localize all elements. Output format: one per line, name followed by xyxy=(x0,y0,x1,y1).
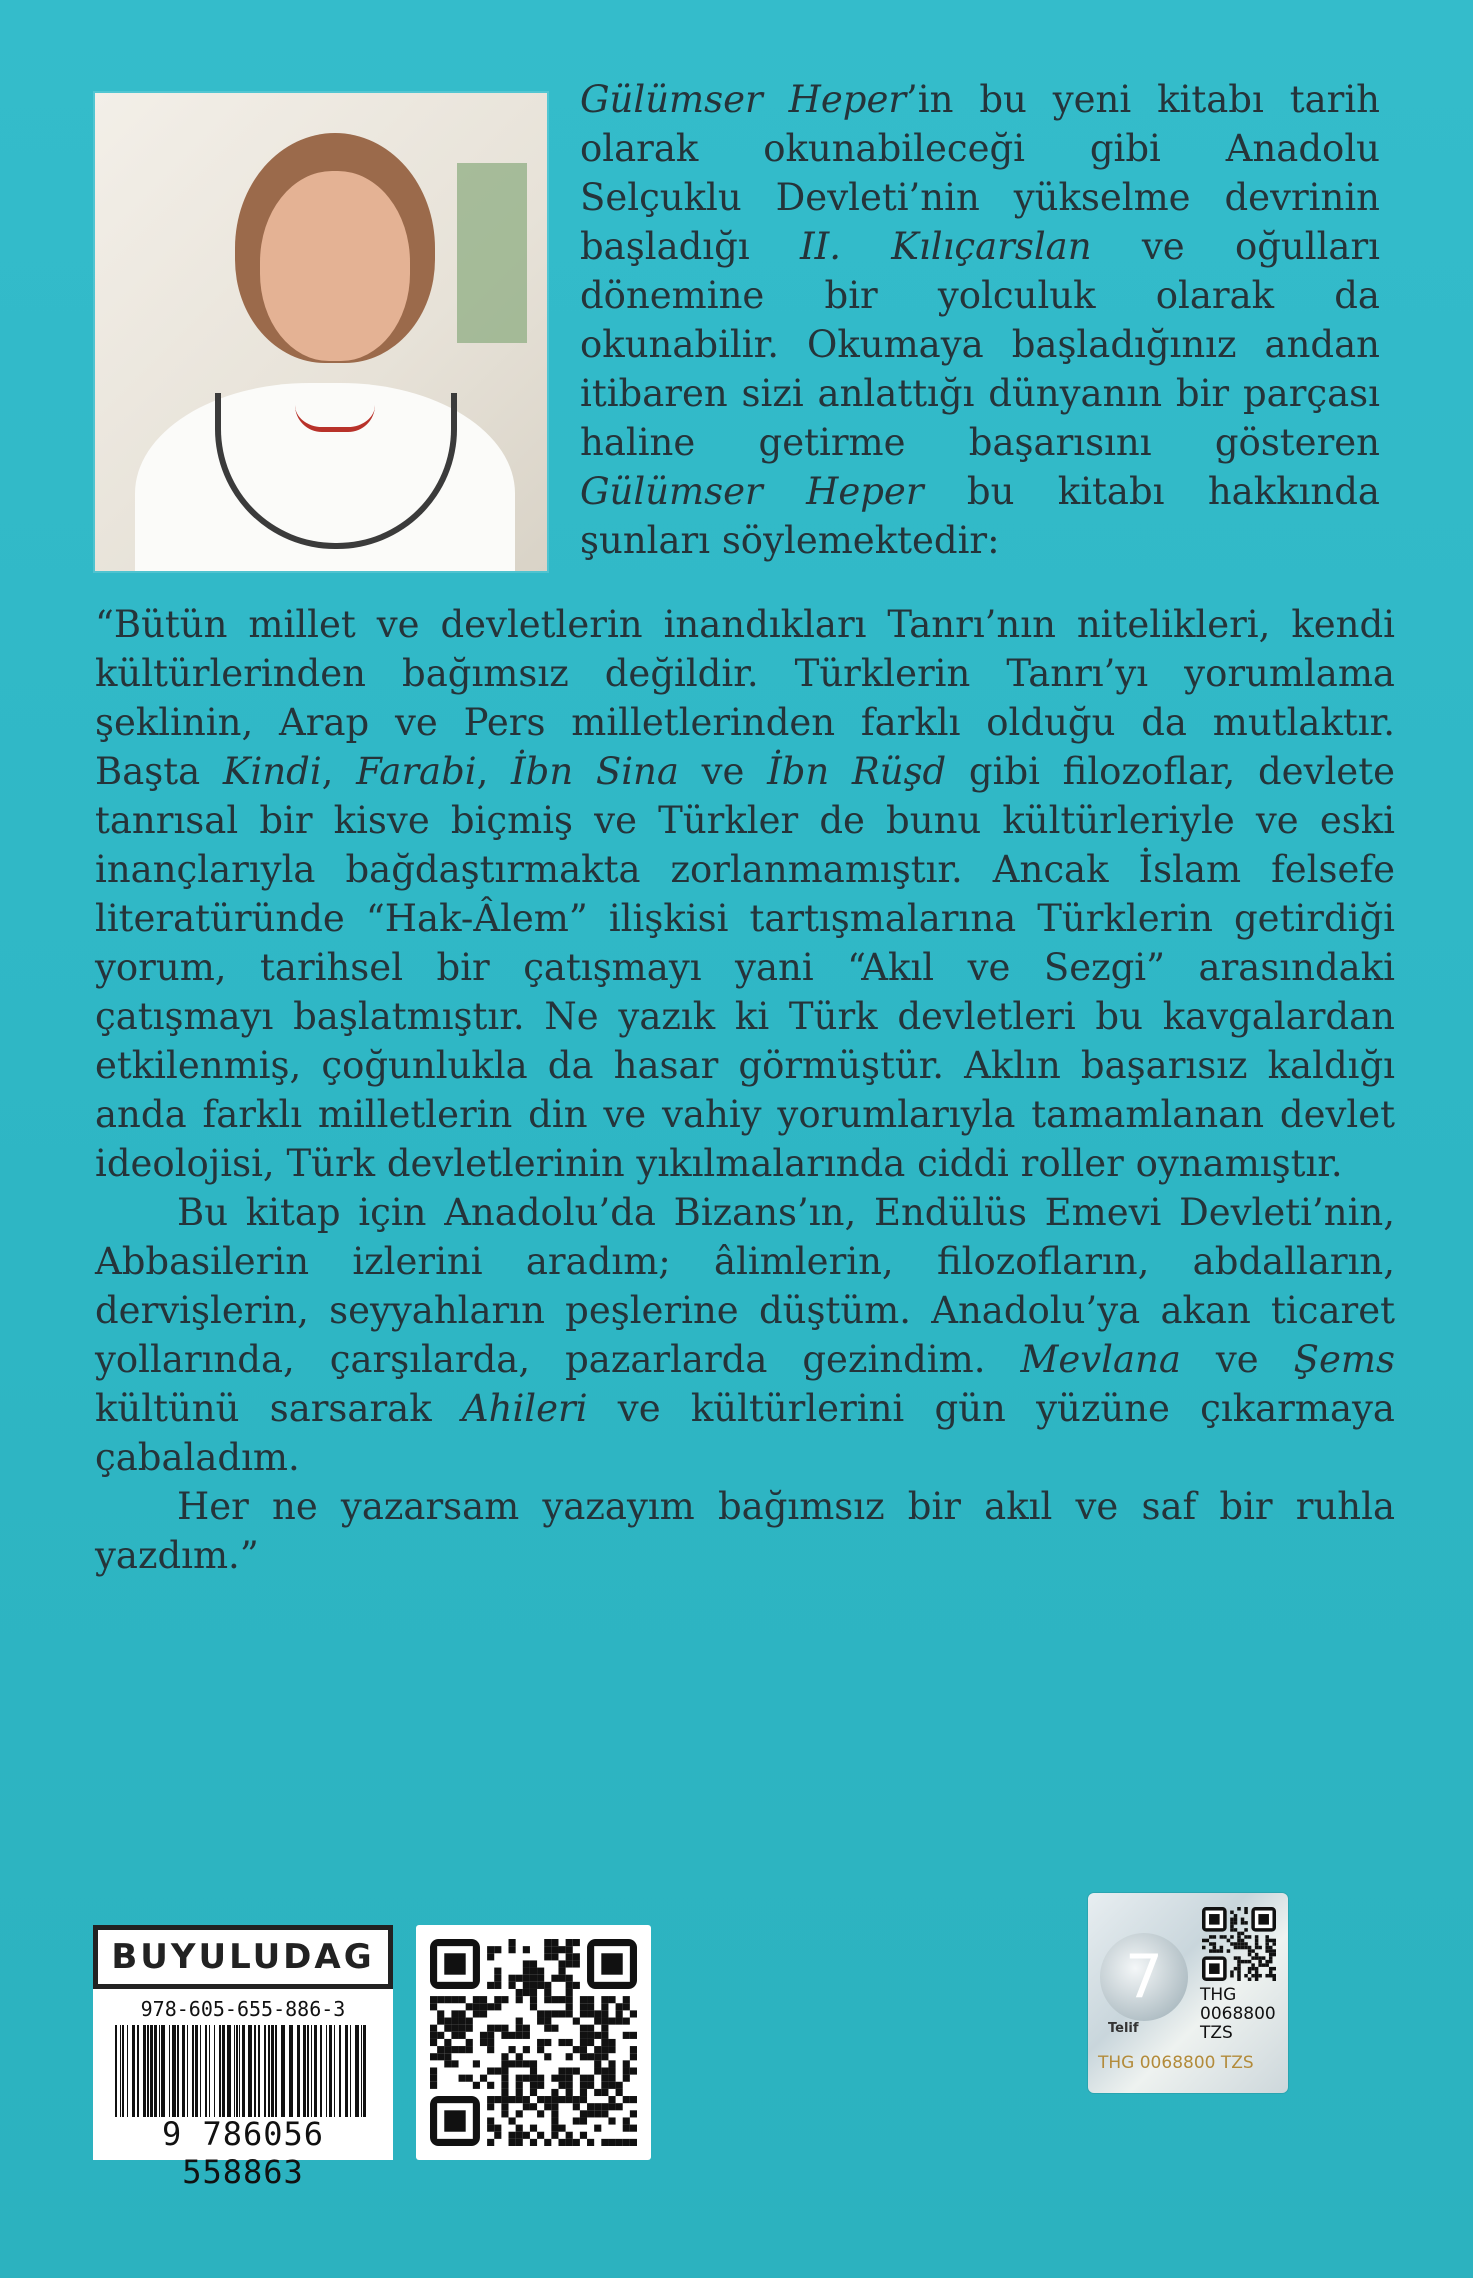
isbn-number: 978-605-655-886-3 xyxy=(140,1997,346,2021)
author-photo xyxy=(95,93,547,571)
hologram-qr xyxy=(1200,1905,1278,1983)
isbn-barcode xyxy=(93,1925,393,2191)
intro-paragraph: Gülümser Heper’in bu yeni kitabı tarih olarak okunabileceği gibi Anadolu Selçuklu Devleti’nin yükselme devrinin başladığı II. Kılıçarslan ve oğulları dönemine bir yolculuk olarak da okunabilir. Okumaya başladığınız andan itibaren sizi anlattığı dünyanın bir parçası haline getirme başarısını gösteren Gülümser Heper bu kitabı hakkında şunları söylemektedir: xyxy=(580,78,1380,562)
hologram-code: THG 0068800 TZS xyxy=(1200,1985,1276,2043)
author-name: Gülümser Heper xyxy=(580,78,907,121)
copyright-hologram xyxy=(1088,1893,1288,2093)
qr-pattern xyxy=(416,1925,651,2160)
background-frame xyxy=(457,163,527,343)
author-quote xyxy=(95,600,1395,1580)
author-name-2: Gülümser Heper xyxy=(580,470,924,513)
publisher-logo: BUYULUDAG xyxy=(93,1925,393,1989)
hologram-serial: THG 0068800 TZS xyxy=(1098,2053,1254,2073)
qr-code xyxy=(416,1925,651,2160)
face xyxy=(260,171,410,361)
ean-digits: 9 786056 558863 xyxy=(161,2115,325,2191)
sultan-name: II. Kılıçarslan xyxy=(799,225,1092,268)
hologram-emblem-icon: 7 xyxy=(1100,1933,1188,2021)
quote-paragraph-1: “Bütün millet ve devletlerin inandıkları Tanrı’nın nitelikleri, kendi kültürlerinden bağımsız değildir. Türklerin Tanrı’yı yorumlama şeklinin, Arap ve Pers milletlerinden farklı olduğu da mutlaktır. Başta Kindi, Farabi, İbn Sina ve İbn Rüşd gibi filozoflar, devlete tanrısal bir kisve biçmiş ve Türkler de bunu kültürleriyle ve eski inançlarıyla bağdaştırmakta zorlanmamıştır. Ancak İslam felsefe literatüründe “Hak-Âlem” ilişkisi tartışmalarına Türklerin getirdiği yorum, tarihsel bir çatışmayı yani “Akıl ve Sezgi” arasındaki çatışmayı başlatmıştır. Ne yazık ki Türk devletleri bu kavgalardan etkilenmiş, çoğunlukla da hasar görmüştür. Aklın başarısız kaldığı anda farklı milletlerin din ve vahiy yorumlarıyla tamamlanan devlet ideolojisi, Türk devletlerinin yıkılmalarında ciddi roller oynamıştır. xyxy=(95,603,1395,1185)
hologram-logo: Telif xyxy=(1108,2021,1139,2036)
quote-paragraph-3: Her ne yazarsam yazayım bağımsız bir akıl ve saf bir ruhla yazdım.” xyxy=(95,1485,1395,1577)
quote-paragraph-2: Bu kitap için Anadolu’da Bizans’ın, Endülüs Emevi Devleti’nin, Abbasilerin izlerini aradım; âlimlerin, filozofların, abdalların, dervişlerin, seyyahların peşlerine düştüm. Anadolu’ya akan ticaret yollarında, çarşılarda, pazarlarda gezindim. Mevlana ve Şems kültünü sarsarak Ahileri ve kültürlerini gün yüzüne çıkarmaya çabaladım. xyxy=(95,1191,1395,1479)
barcode-bars xyxy=(115,2025,371,2117)
